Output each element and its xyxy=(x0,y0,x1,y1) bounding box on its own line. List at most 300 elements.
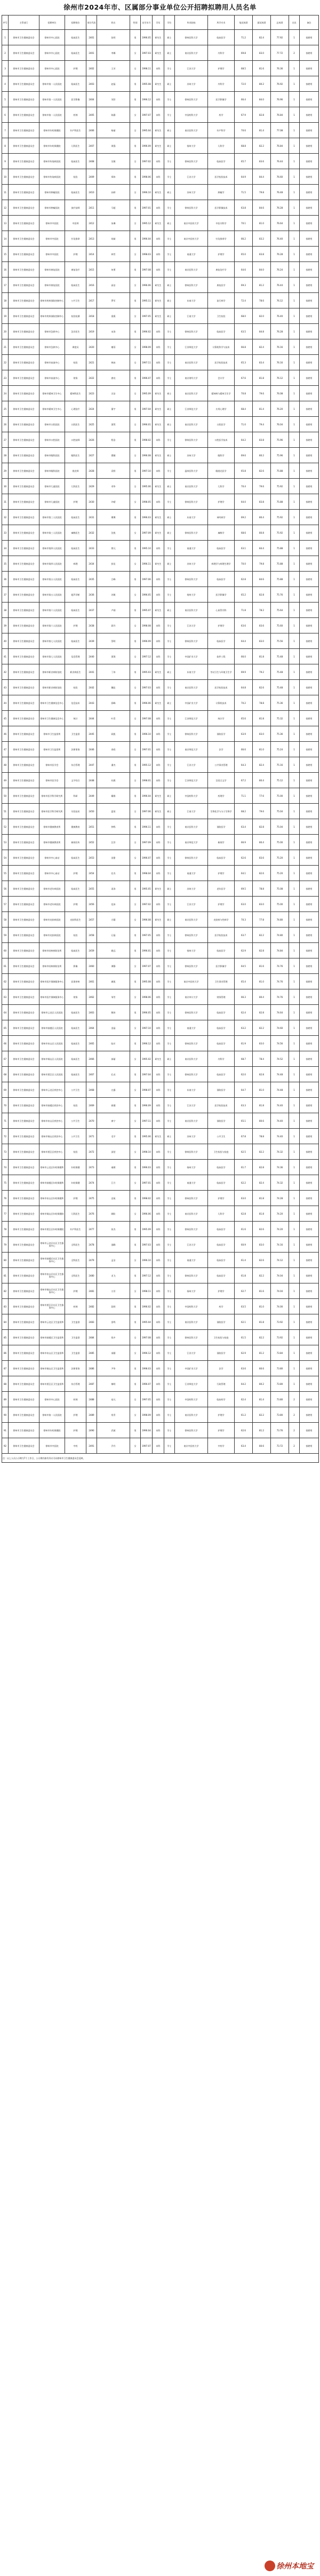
table-cell: 74.36 xyxy=(271,1160,289,1175)
table-cell: 流行病学 xyxy=(208,293,235,308)
table-cell: 本科 xyxy=(153,1438,164,1454)
table-cell: 医保审核 xyxy=(65,974,86,989)
table-cell: 72 xyxy=(2,1129,9,1144)
table-cell: 儿科学 xyxy=(208,479,235,494)
table-cell: 硕士 xyxy=(164,417,175,432)
table-cell: 1996.11 xyxy=(141,819,153,835)
table-cell: 卫生监督 xyxy=(65,1330,86,1345)
table-cell: 男 xyxy=(130,757,141,773)
table-cell: 南通大学 xyxy=(175,1253,208,1268)
table-row xyxy=(2,76,319,92)
table-cell: 徐州市卫生健康信息中心 xyxy=(39,711,65,726)
table-cell: 徐州市第六人民医院 xyxy=(39,603,65,618)
table-cell: 本科 xyxy=(153,107,164,123)
table-cell: 学士 xyxy=(164,1036,175,1051)
table-cell: 学士 xyxy=(164,757,175,773)
table-cell: 45 xyxy=(2,711,9,726)
table-cell: 1 xyxy=(289,1330,300,1345)
table-cell: 拟聘用 xyxy=(300,448,319,463)
table-cell: 临床药学 xyxy=(208,1392,235,1407)
table-cell: 2451 xyxy=(86,819,97,835)
table-cell: 信息管理 xyxy=(65,649,86,664)
table-cell: 硕士 xyxy=(164,123,175,138)
table-cell: 1 xyxy=(289,61,300,76)
table-cell: 2465 xyxy=(86,1036,97,1051)
table-cell: 1 xyxy=(289,603,300,618)
table-cell: 科研 xyxy=(65,788,86,804)
table-cell: 精神病与精神卫生学 xyxy=(208,386,235,401)
table-cell: 69.2 xyxy=(235,510,253,525)
table-cell: 1 xyxy=(289,556,300,572)
table-row xyxy=(2,928,319,943)
table-cell: 姜涛 xyxy=(97,881,130,897)
table-cell: 徐州市卫生健康委员会 xyxy=(9,1253,39,1268)
table-cell: 34 xyxy=(2,541,9,556)
table-cell: 护理 xyxy=(65,866,86,881)
table-cell: 硕士 xyxy=(164,185,175,200)
table-cell: 医学影像技术 xyxy=(208,200,235,216)
table-cell: 75.76 xyxy=(271,587,289,603)
table-cell: 女 xyxy=(130,525,141,541)
table-cell: 女 xyxy=(130,1051,141,1067)
table-cell: 男 xyxy=(130,1036,141,1051)
table-cell: 2402 xyxy=(86,61,97,76)
table-cell: 82.2 xyxy=(253,1330,271,1345)
table-cell: 62.1 xyxy=(235,1314,253,1330)
table-cell: 江南大学 xyxy=(175,308,208,324)
table-cell: 廖凯 xyxy=(97,974,130,989)
table-cell: 2474 xyxy=(86,1175,97,1191)
table-cell: 1 xyxy=(289,1005,300,1020)
table-cell: 徐州市卫生健康委员会 xyxy=(9,92,39,107)
table-cell: 82.2 xyxy=(253,1020,271,1036)
table-cell: 拟聘用 xyxy=(300,308,319,324)
table-cell: 徐州医科大学 xyxy=(175,92,208,107)
table-cell: 1 xyxy=(289,1299,300,1314)
table-cell: 研究生 xyxy=(153,1051,164,1067)
table-cell: 徐州市泉山区卫生监督所 xyxy=(39,1345,65,1361)
table-cell: 徐州市云龙区疾控中心 xyxy=(39,1082,65,1098)
table-cell: 73.72 xyxy=(271,1438,289,1454)
table-cell: 卫生检验 xyxy=(208,308,235,324)
table-cell: 徐州市卫生健康委员会 xyxy=(9,432,39,448)
table-cell: 拟聘用 xyxy=(300,45,319,61)
table-cell: 83 xyxy=(2,1299,9,1314)
table-cell: 84.8 xyxy=(253,324,271,339)
table-cell: 潘杰 xyxy=(97,757,130,773)
table-cell: 82.8 xyxy=(253,943,271,958)
table-cell: 徐州市疾病预防控制中心 xyxy=(39,308,65,324)
table-cell: 女 xyxy=(130,154,141,169)
table-cell: 68.5 xyxy=(235,61,253,76)
table-cell: 73.80 xyxy=(271,1361,289,1376)
table-cell: 徐州市卫生健康委员会 xyxy=(9,1113,39,1129)
table-cell: 拟聘用 xyxy=(300,494,319,510)
table-cell: 何勇 xyxy=(97,262,130,278)
table-cell: 女 xyxy=(130,417,141,432)
table-cell: 74 xyxy=(2,1160,9,1175)
table-cell: 本科 xyxy=(153,1345,164,1361)
table-cell: 本科 xyxy=(153,1113,164,1129)
table-cell: 79 xyxy=(2,1237,9,1253)
table-cell: 徐州市卫生健康委员会 xyxy=(9,989,39,1005)
table-cell: 1 xyxy=(289,417,300,432)
table-cell: 本科 xyxy=(153,339,164,355)
table-cell: 2 xyxy=(289,1407,300,1423)
table-cell: 63.6 xyxy=(235,618,253,633)
table-cell: 76.12 xyxy=(271,293,289,308)
table-cell: 徐州市卫生健康委员会 xyxy=(9,1330,39,1345)
table-cell: 65 xyxy=(2,1020,9,1036)
table-cell: 护理学 xyxy=(208,1423,235,1438)
table-cell: 3 xyxy=(2,61,9,76)
table-cell: 14 xyxy=(2,231,9,247)
table-cell: 62.9 xyxy=(235,943,253,958)
table-cell: 1997.11 xyxy=(141,1113,153,1129)
table-cell: 学士 xyxy=(164,680,175,695)
table-row xyxy=(2,1191,319,1206)
table-cell: 病理学与病理生理学 xyxy=(208,556,235,572)
table-cell: 视光师 xyxy=(65,463,86,479)
table-row xyxy=(2,1407,319,1423)
table-cell: 拟聘用 xyxy=(300,897,319,912)
table-cell: 62.8 xyxy=(235,572,253,587)
table-cell: 学士 xyxy=(164,1005,175,1020)
table-cell: 南京医科大学 xyxy=(175,1314,208,1330)
table-cell: 学士 xyxy=(164,1407,175,1423)
table-cell: 拟聘用 xyxy=(300,185,319,200)
table-cell: 学士 xyxy=(164,370,175,386)
table-row xyxy=(2,138,319,154)
table-cell: 南京医科大学 xyxy=(175,386,208,401)
table-cell: 1997.05 xyxy=(141,308,153,324)
table-row xyxy=(2,463,319,479)
table-cell: 拟聘用 xyxy=(300,711,319,726)
table-cell: 75.88 xyxy=(271,463,289,479)
table-cell: 84.4 xyxy=(253,541,271,556)
table-cell: 1 xyxy=(289,633,300,649)
table-cell: 苏州大学 xyxy=(175,556,208,572)
table-cell: 学士 xyxy=(164,200,175,216)
table-cell: 78 xyxy=(2,1222,9,1237)
table-cell: 徐州市卫生健康委员会 xyxy=(9,216,39,231)
table-cell: 75.92 xyxy=(271,525,289,541)
table-cell: 学士 xyxy=(164,1175,175,1191)
table-cell: 男 xyxy=(130,1361,141,1376)
table-cell: 本科 xyxy=(153,742,164,757)
table-cell: 魏佳 xyxy=(97,680,130,695)
table-cell: 硕士 xyxy=(164,603,175,618)
table-cell: 徐州市卫生监督所 xyxy=(39,726,65,742)
table-cell: 42 xyxy=(2,664,9,680)
table-cell: 74.00 xyxy=(271,1299,289,1314)
table-cell: 儿科医生 xyxy=(65,1206,86,1222)
table-cell: 徐州市卫生健康委员会 xyxy=(9,742,39,757)
table-cell: 江苏大学 xyxy=(175,618,208,633)
table-cell: 徐州市卫生健康委员会 xyxy=(9,835,39,850)
table-cell: 59 xyxy=(2,928,9,943)
table-cell: 卢刚 xyxy=(97,603,130,618)
table-cell: 拟聘用 xyxy=(300,603,319,618)
table-cell: 学士 xyxy=(164,339,175,355)
table-cell: 2429 xyxy=(86,479,97,494)
table-cell: 84.6 xyxy=(253,572,271,587)
table-cell: 1 xyxy=(289,1036,300,1051)
table-cell: 本科 xyxy=(153,943,164,958)
table-cell: 83.0 xyxy=(253,726,271,742)
table-cell: 12 xyxy=(2,200,9,216)
table-cell: 段明 xyxy=(97,1299,130,1314)
table-cell: 1 xyxy=(289,1237,300,1253)
table-cell: 学士 xyxy=(164,773,175,788)
table-cell: 70.4 xyxy=(235,479,253,494)
table-cell: 2479 xyxy=(86,1253,97,1268)
table-row xyxy=(2,1005,319,1020)
table-cell: 梁燕 xyxy=(97,308,130,324)
table-cell: 本科 xyxy=(153,1144,164,1160)
table-cell: 研究生 xyxy=(153,448,164,463)
table-cell: 81.8 xyxy=(253,370,271,386)
table-cell: 临床医学 xyxy=(208,633,235,649)
table-cell: 83.6 xyxy=(253,618,271,633)
table-cell: 65.3 xyxy=(235,355,253,370)
table-cell: 护理 xyxy=(65,247,86,262)
table-cell: 51 xyxy=(2,804,9,819)
table-cell: 2401 xyxy=(86,30,97,45)
table-cell: 徐州医科大学 xyxy=(175,324,208,339)
table-cell: 神经病学 xyxy=(208,510,235,525)
table-cell: 80.6 xyxy=(253,1361,271,1376)
column-header: 岗位代码 xyxy=(86,15,97,30)
table-cell: 南通大学 xyxy=(175,247,208,262)
table-row xyxy=(2,308,319,324)
table-cell: 1 xyxy=(289,974,300,989)
table-row xyxy=(2,417,319,432)
table-cell: 27 xyxy=(2,432,9,448)
table-cell: 高洁 xyxy=(97,278,130,293)
table-cell: 薛峰 xyxy=(97,695,130,711)
table-cell: 26 xyxy=(2,417,9,432)
table-cell: 男 xyxy=(130,866,141,881)
table-cell: 74.48 xyxy=(271,1082,289,1098)
column-header: 备注 xyxy=(300,15,319,30)
table-cell: 75.04 xyxy=(271,819,289,835)
table-cell: 南京医科大学 xyxy=(175,1206,208,1222)
table-cell: 徐州市中医院 xyxy=(39,247,65,262)
table-cell: 男 xyxy=(130,1067,141,1082)
table-cell: 学士 xyxy=(164,231,175,247)
table-cell: 2441 xyxy=(86,664,97,680)
table-cell: 徐州市卫生健康委员会 xyxy=(9,169,39,185)
table-cell: 本科 xyxy=(153,262,164,278)
table-cell: 65.2 xyxy=(235,587,253,603)
table-cell: 拟聘用 xyxy=(300,138,319,154)
table-cell: 63.9 xyxy=(235,726,253,742)
table-cell: 临床医生 xyxy=(65,278,86,293)
table-cell: 10 xyxy=(2,169,9,185)
table-cell: 22 xyxy=(2,355,9,370)
table-cell: 2478 xyxy=(86,1237,97,1253)
table-row xyxy=(2,618,319,633)
table-cell: 康复治疗学 xyxy=(208,262,235,278)
table-cell: 1996.07 xyxy=(141,370,153,386)
table-cell: 本科 xyxy=(153,1268,164,1283)
table-cell: 徐州市卫生健康委员会 xyxy=(9,1175,39,1191)
table-cell: 61.7 xyxy=(235,1160,253,1175)
table-cell: 崔健 xyxy=(97,1098,130,1113)
table-cell: 苏州大学 xyxy=(175,76,208,92)
table-cell: 74.04 xyxy=(271,1268,289,1283)
table-cell: 女 xyxy=(130,1283,141,1299)
table-cell: 徐州市口腔医院 xyxy=(39,432,65,448)
table-cell: 江苏大学 xyxy=(175,61,208,76)
table-cell: 1998.03 xyxy=(141,247,153,262)
table-cell: 本科 xyxy=(153,1423,164,1438)
table-cell: 2463 xyxy=(86,1005,97,1020)
table-cell: 徐州医科大学 xyxy=(175,1330,208,1345)
table-cell: 徐州市卫生健康委员会 xyxy=(9,1438,39,1454)
table-cell: 男 xyxy=(130,1098,141,1113)
table-cell: 徐州市卫生健康委员会 xyxy=(9,943,39,958)
table-row xyxy=(2,1082,319,1098)
table-cell: 汤圆 xyxy=(97,1345,130,1361)
table-cell: 1998.07 xyxy=(141,1082,153,1098)
table-cell: 男 xyxy=(130,726,141,742)
table-cell: 75.92 xyxy=(271,479,289,494)
table-cell: 拟聘用 xyxy=(300,757,319,773)
table-cell: 74.32 xyxy=(271,1175,289,1191)
table-cell: 徐州市卫生健康委员会 xyxy=(9,355,39,370)
table-cell: 徐州医科大学 xyxy=(175,278,208,293)
table-cell: 徐州市卫生健康委员会 xyxy=(9,618,39,633)
table-cell: 80.6 xyxy=(253,1113,271,1129)
table-cell: 南通大学 xyxy=(175,1175,208,1191)
table-cell: 1997.08 xyxy=(141,1330,153,1345)
table-cell: 1 xyxy=(289,881,300,897)
table-cell: 学士 xyxy=(164,587,175,603)
table-cell: 女 xyxy=(130,216,141,231)
table-cell: 2490 xyxy=(86,1423,97,1438)
table-cell: 拟聘用 xyxy=(300,804,319,819)
table-cell: 1997.04 xyxy=(141,1067,153,1082)
table-cell: 2448 xyxy=(86,773,97,788)
table-cell: 1 xyxy=(289,587,300,603)
table-cell: 临床医生 xyxy=(65,603,86,618)
table-cell: 妇产科医生 xyxy=(65,123,86,138)
table-cell: 本科 xyxy=(153,1253,164,1268)
table-cell: 护理学 xyxy=(208,1283,235,1299)
table-cell: 徐州医科大学 xyxy=(175,1222,208,1237)
table-cell: 学士 xyxy=(164,1438,175,1454)
table-cell: 学士 xyxy=(164,866,175,881)
table-cell: 本科 xyxy=(153,711,164,726)
table-row xyxy=(2,742,319,757)
table-cell: 蔡明 xyxy=(97,633,130,649)
table-row xyxy=(2,711,319,726)
table-cell: 1 xyxy=(289,1191,300,1206)
table-cell: 1995.11 xyxy=(141,293,153,308)
table-cell: 临床医学 xyxy=(208,1160,235,1175)
table-cell: 70.6 xyxy=(235,123,253,138)
table-cell: 徐州市中心医院 xyxy=(39,61,65,76)
table-cell: 研究生 xyxy=(153,185,164,200)
table-row xyxy=(2,123,319,138)
table-cell: 11 xyxy=(2,185,9,200)
table-cell: 70.3 xyxy=(235,912,253,928)
table-cell: 80.4 xyxy=(253,510,271,525)
table-cell: 70.2 xyxy=(235,695,253,711)
table-cell: 学士 xyxy=(164,742,175,757)
table-cell: 男 xyxy=(130,572,141,587)
table-cell: 76.36 xyxy=(271,61,289,76)
table-cell: 综合管理 xyxy=(65,757,86,773)
table-cell: 本科 xyxy=(153,958,164,974)
table-cell: 宋涛 xyxy=(97,324,130,339)
table-cell: 徐州市卫生健康委员会 xyxy=(9,958,39,974)
table-cell: 任杰 xyxy=(97,866,130,881)
table-cell: 女 xyxy=(130,1144,141,1160)
table-cell: 17 xyxy=(2,278,9,293)
table-cell: 拟聘用 xyxy=(300,1438,319,1454)
table-cell: 70 xyxy=(2,1098,9,1113)
table-cell: 1 xyxy=(289,432,300,448)
table-cell: 南京医科大学 xyxy=(175,355,208,370)
table-cell: 检验 xyxy=(65,355,86,370)
table-cell: 本科 xyxy=(153,680,164,695)
table-cell: 临床医学 xyxy=(208,1005,235,1020)
table-cell: 徐州市医学科学研究所 xyxy=(39,804,65,819)
table-cell: 2407 xyxy=(86,138,97,154)
table-cell: 2417 xyxy=(86,293,97,308)
table-cell: 1998.01 xyxy=(141,773,153,788)
table-cell: 徐州市卫生健康委员会 xyxy=(9,401,39,417)
table-cell: 本科 xyxy=(153,370,164,386)
table-cell: 杜鹃 xyxy=(97,773,130,788)
table-cell: 1 xyxy=(2,30,9,45)
table-cell: 1997.06 xyxy=(141,572,153,587)
table-cell: 81.0 xyxy=(253,1082,271,1098)
table-cell: 75.88 xyxy=(271,556,289,572)
table-cell: 4 xyxy=(2,76,9,92)
table-cell: 1 xyxy=(289,1206,300,1222)
table-cell: 拟聘用 xyxy=(300,928,319,943)
table-cell: 16 xyxy=(2,262,9,278)
table-cell: 钟鸣 xyxy=(97,819,130,835)
table-cell: 徐州市鼓楼区疾控中心 xyxy=(39,1098,65,1113)
table-cell: 2446 xyxy=(86,742,97,757)
table-cell: 南京医科大学 xyxy=(175,1051,208,1067)
table-cell: 贾琪 xyxy=(97,649,130,664)
table-cell: 预防医学 xyxy=(208,819,235,835)
column-header: 所学专业 xyxy=(208,15,235,30)
table-row xyxy=(2,293,319,308)
table-cell: 65.4 xyxy=(235,974,253,989)
table-cell: 2426 xyxy=(86,432,97,448)
table-cell: 2484 xyxy=(86,1330,97,1345)
table-cell: 本科 xyxy=(153,618,164,633)
table-cell: 南京医科大学 xyxy=(175,123,208,138)
table-cell: 硕士 xyxy=(164,912,175,928)
table-cell: 61.2 xyxy=(235,1407,253,1423)
table-cell: 硕士 xyxy=(164,804,175,819)
table-cell: 1996.08 xyxy=(141,912,153,928)
table-cell: 徐州市卫生健康委员会 xyxy=(9,1283,39,1299)
table-cell: 64.9 xyxy=(235,169,253,185)
table-cell: 64.2 xyxy=(235,432,253,448)
table-cell: 护理学 xyxy=(208,247,235,262)
table-cell: 65.0 xyxy=(235,247,253,262)
table-cell: 男 xyxy=(130,138,141,154)
